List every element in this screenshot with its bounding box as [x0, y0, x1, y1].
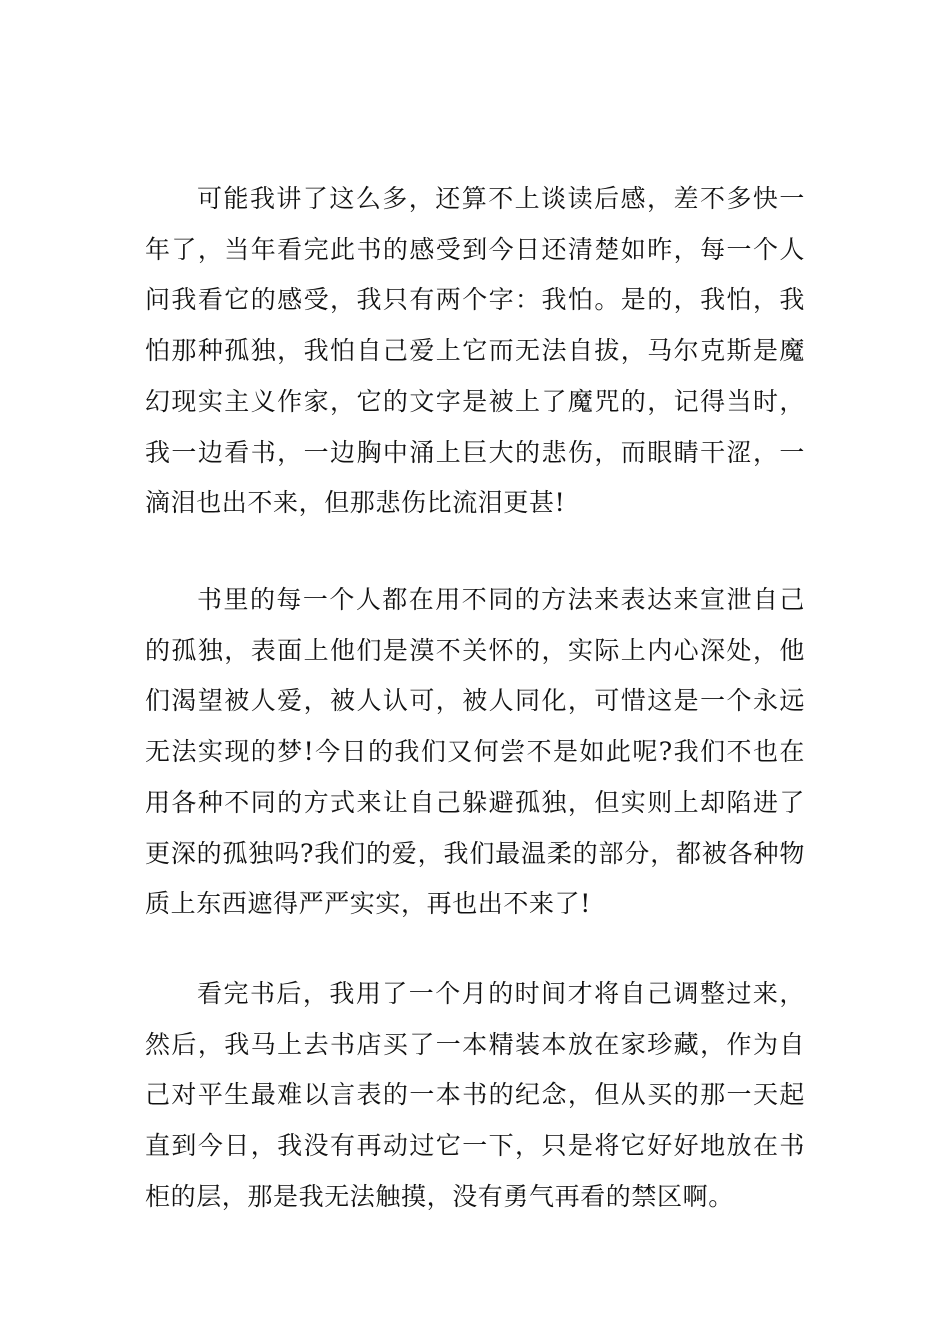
paragraph-2: 书里的每一个人都在用不同的方法来表达来宣泄自己的孤独，表面上他们是漠不关怀的，实际上内心深处，他们渴望被人爱，被人认可，被人同化，可惜这是一个永远无法实现的梦!今日的我们又何尝不是如此呢?我们不也在用各种不同的方式来让自己躲避孤独，但实则上却陷进了更深的孤独吗?我们的爱，我们最温柔的部分，都被各种物质上东西遮得严严实实，再也出不来了! — [145, 585, 805, 919]
paragraph-1: 可能我讲了这么多，还算不上谈读后感，差不多快一年了，当年看完此书的感受到今日还清楚如昨，每一个人问我看它的感受，我只有两个字：我怕。是的，我怕，我怕那种孤独，我怕自己爱上它而无法自拔，马尔克斯是魔幻现实主义作家，它的文字是被上了魔咒的，记得当时，我一边看书，一边胸中涌上巨大的悲伤，而眼睛干涩，一滴泪也出不来，但那悲伤比流泪更甚! — [145, 184, 805, 518]
paragraph-3: 看完书后，我用了一个月的时间才将自己调整过来，然后，我马上去书店买了一本精装本放在家珍藏，作为自己对平生最难以言表的一本书的纪念，但从买的那一天起直到今日，我没有再动过它一下，只是将它好好地放在书柜的层，那是我无法触摸，没有勇气再看的禁区啊。 — [145, 979, 805, 1211]
